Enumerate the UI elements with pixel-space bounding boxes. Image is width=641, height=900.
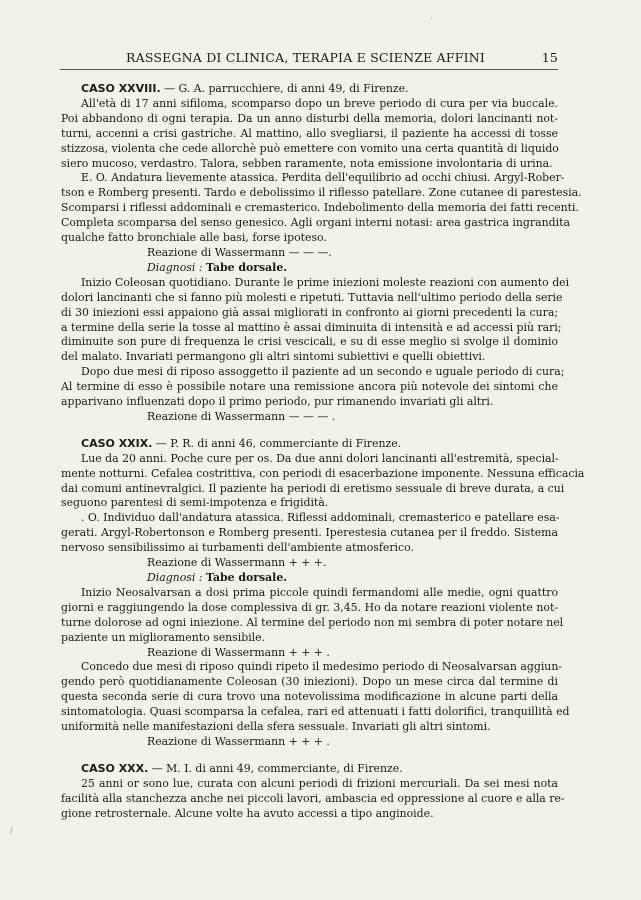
text-line: 25 anni or sono lue, curata con alcuni periodi di frizioni mercuriali. Da sei mesi nota	[81, 776, 558, 790]
page-number: 15	[541, 50, 558, 65]
paragraph	[61, 776, 565, 822]
text-line: gerati. Argyl-Robertonson e Romberg presenti. Iperestesia cutanea per il freddo. Sistema	[61, 526, 558, 540]
text-line: E. O. Andatura lievemente atassica. Perdita dell'equilibrio ad occhi chiusi. Argyl-Rober-	[81, 171, 565, 185]
text-line: paziente un miglioramento sensibile.	[61, 630, 266, 644]
text-line: turne dolorose ad ogni iniezione. Al termine del periodo non mi sembra di poter notare nel	[61, 615, 564, 629]
article-body	[61, 82, 585, 822]
text-line: Dopo due mesi di riposo assoggetto il paziente ad un secondo e uguale periodo di cura;	[81, 365, 565, 379]
paragraph	[61, 660, 570, 735]
text-line: seguono parentesi di semi-impotenza e frigidità.	[61, 496, 329, 510]
case-30	[61, 761, 565, 822]
text-line: gione retrosternale. Alcune volte ha avuto accessi a tipo anginoide.	[61, 806, 434, 820]
paragraph	[61, 97, 558, 172]
wassermann-result: Reazione di Wassermann + + + .	[147, 645, 330, 659]
scan-speck: /	[10, 826, 13, 835]
text-line: di 30 iniezioni essi appaiono già assai migliorati in confronto ai giorni precedenti la cura;	[61, 305, 558, 319]
text-line: Scomparsi i riflessi addominali e cremasterico. Indebolimento della memoria dei fatti recenti.	[61, 201, 579, 215]
text-line: mente notturni. Cefalea costrittiva, con periodi di esacerbazione imponente. Nessuna efficacia	[61, 466, 585, 480]
paragraph	[61, 511, 558, 556]
text-line: Concedo due mesi di riposo quindi ripeto il medesimo periodo di Neosalvarsan aggiun-	[81, 660, 563, 674]
case-intro: — M. I. di anni 49, commerciante, di Firenze.	[148, 761, 403, 775]
running-header	[60, 50, 558, 68]
paragraph	[61, 171, 582, 246]
text-line: All'età di 17 anni sifiloma, scomparso dopo un breve periodo di cura per via buccale.	[81, 96, 558, 110]
text-line: sintomatologia. Quasi scomparsa la cefalea, rari ed attenuati i fatti dolorifici, tranquillità ed	[61, 705, 570, 719]
case-title: CASO XXIX.	[81, 436, 153, 450]
text-line: giorni e raggiungendo la dose complessiva di gr. 3,45. Ho da notare reazioni violente not-	[61, 600, 558, 614]
paragraph	[61, 275, 570, 365]
section-gap	[61, 425, 558, 437]
text-line: diminuite son pure di frequenza le crisi vescicali, e su di esse meglio si svolge il dominio	[61, 335, 558, 349]
text-line: . O. Individuo dall'andatura atassica. Riflessi addominali, cremasterico e patellare esa-	[81, 511, 560, 525]
scan-speck: ·	[430, 14, 433, 23]
section-gap	[61, 750, 558, 762]
case-28	[61, 82, 582, 425]
case-title: CASO XXVIII.	[81, 82, 161, 95]
text-line: turni, accenni a crisi gastriche. Al mattino, allo svegliarsi, il paziente ha accessi di tosse	[61, 126, 558, 140]
case-intro: — G. A. parrucchiere, di anni 49, di Firenze.	[160, 82, 409, 95]
text-line: Al termine di esso è possibile notare una remissione ancora più notevole dei sintomi che	[61, 380, 558, 394]
wassermann-result: Reazione di Wassermann + + +.	[147, 556, 327, 570]
wassermann-result: Reazione di Wassermann — — —.	[147, 245, 332, 259]
text-line: Inizio Coleosan quotidiano. Durante le prime iniezioni moleste reazioni con aumento dei	[81, 275, 570, 289]
text-line: nervoso sensibilissimo ai turbamenti dell'ambiente atmosferico.	[61, 541, 414, 555]
diagnosis	[61, 571, 558, 586]
journal-title: RASSEGNA DI CLINICA, TERAPIA E SCIENZE AFFINI	[126, 50, 485, 65]
text-line: Inizio Neosalvarsan a dosi prima piccole quindi fermandomi alle medie, ogni quattro	[81, 585, 558, 599]
paragraph	[61, 451, 585, 512]
text-line: facilità alla stanchezza anche nei piccoli lavori, ambascia ed oppressione al cuore e alla re-	[61, 791, 565, 805]
text-line: del malato. Invariati permangono gli altri sintomi subiettivi e quelli obiettivi.	[61, 350, 486, 364]
text-line: apparivano influenzati dopo il primo periodo, pur rimanendo invariati gli altri.	[61, 395, 494, 409]
text-line: uniformità nelle manifestazioni della sfera sessuale. Invariati gli altri sintomi.	[61, 720, 491, 734]
case-intro: — P. R. di anni 46, commerciante di Firenze.	[152, 436, 402, 450]
text-line: stizzosa, violenta che cede allorchè può emettere con vomito una certa quantità di liquido	[61, 141, 559, 155]
wassermann-result: Reazione di Wassermann — — — .	[147, 409, 336, 423]
diagnosis-label: Diagnosi :	[147, 571, 203, 584]
diagnosis-value: Tabe dorsale.	[205, 571, 288, 584]
diagnosis	[61, 261, 558, 276]
text-line: Lue da 20 anni. Poche cure per os. Da due anni dolori lancinanti all'estremità, special-	[81, 451, 559, 465]
case-title: CASO XXX.	[81, 761, 149, 775]
text-line: gendo però quotidianamente Coleosan (30 iniezioni). Dopo un mese circa dal termine di	[61, 675, 558, 689]
header-rule	[60, 69, 558, 70]
text-line: Poi abbandono di ogni terapia. Da un anno disturbi della memoria, dolori lancinanti not-	[61, 111, 558, 125]
text-line: siero mucoso, verdastro. Talora, sebben raramente, nota emissione involontaria di urina.	[61, 156, 553, 170]
diagnosis-label: Diagnosi :	[147, 260, 203, 274]
paragraph	[61, 585, 564, 646]
paragraph	[61, 365, 565, 410]
text-line: Completa scomparsa del senso genesico. Agli organi interni notasi: area gastrica ingrandita	[61, 216, 570, 230]
text-line: tson e Romberg presenti. Tardo e debolissimo il riflesso patellare. Zone cutanee di parestesia.	[61, 186, 582, 200]
case-29	[61, 436, 585, 750]
case-heading	[61, 762, 558, 777]
text-line: a termine della serie la tosse al mattino è assai diminuita di intensità e ad accessi più rari;	[61, 320, 562, 334]
text-line: dai comuni antinevralgici. Il paziente ha periodi di eretismo sessuale di breve durata, a cui	[61, 481, 565, 495]
text-line: questa seconda serie di cura trovo una notevolissima modificazione in alcune parti della	[61, 690, 558, 704]
diagnosis-value: Tabe dorsale.	[205, 260, 288, 274]
text-line: dolori lancinanti che si fanno più molesti e ripetuti. Tuttavia nell'ultimo periodo della serie	[61, 290, 563, 304]
text-line: qualche fatto bronchiale alle basi, forse ipoteso.	[61, 231, 327, 245]
case-heading	[61, 82, 558, 97]
case-heading	[61, 437, 558, 452]
wassermann-result: Reazione di Wassermann + + + .	[147, 734, 330, 748]
